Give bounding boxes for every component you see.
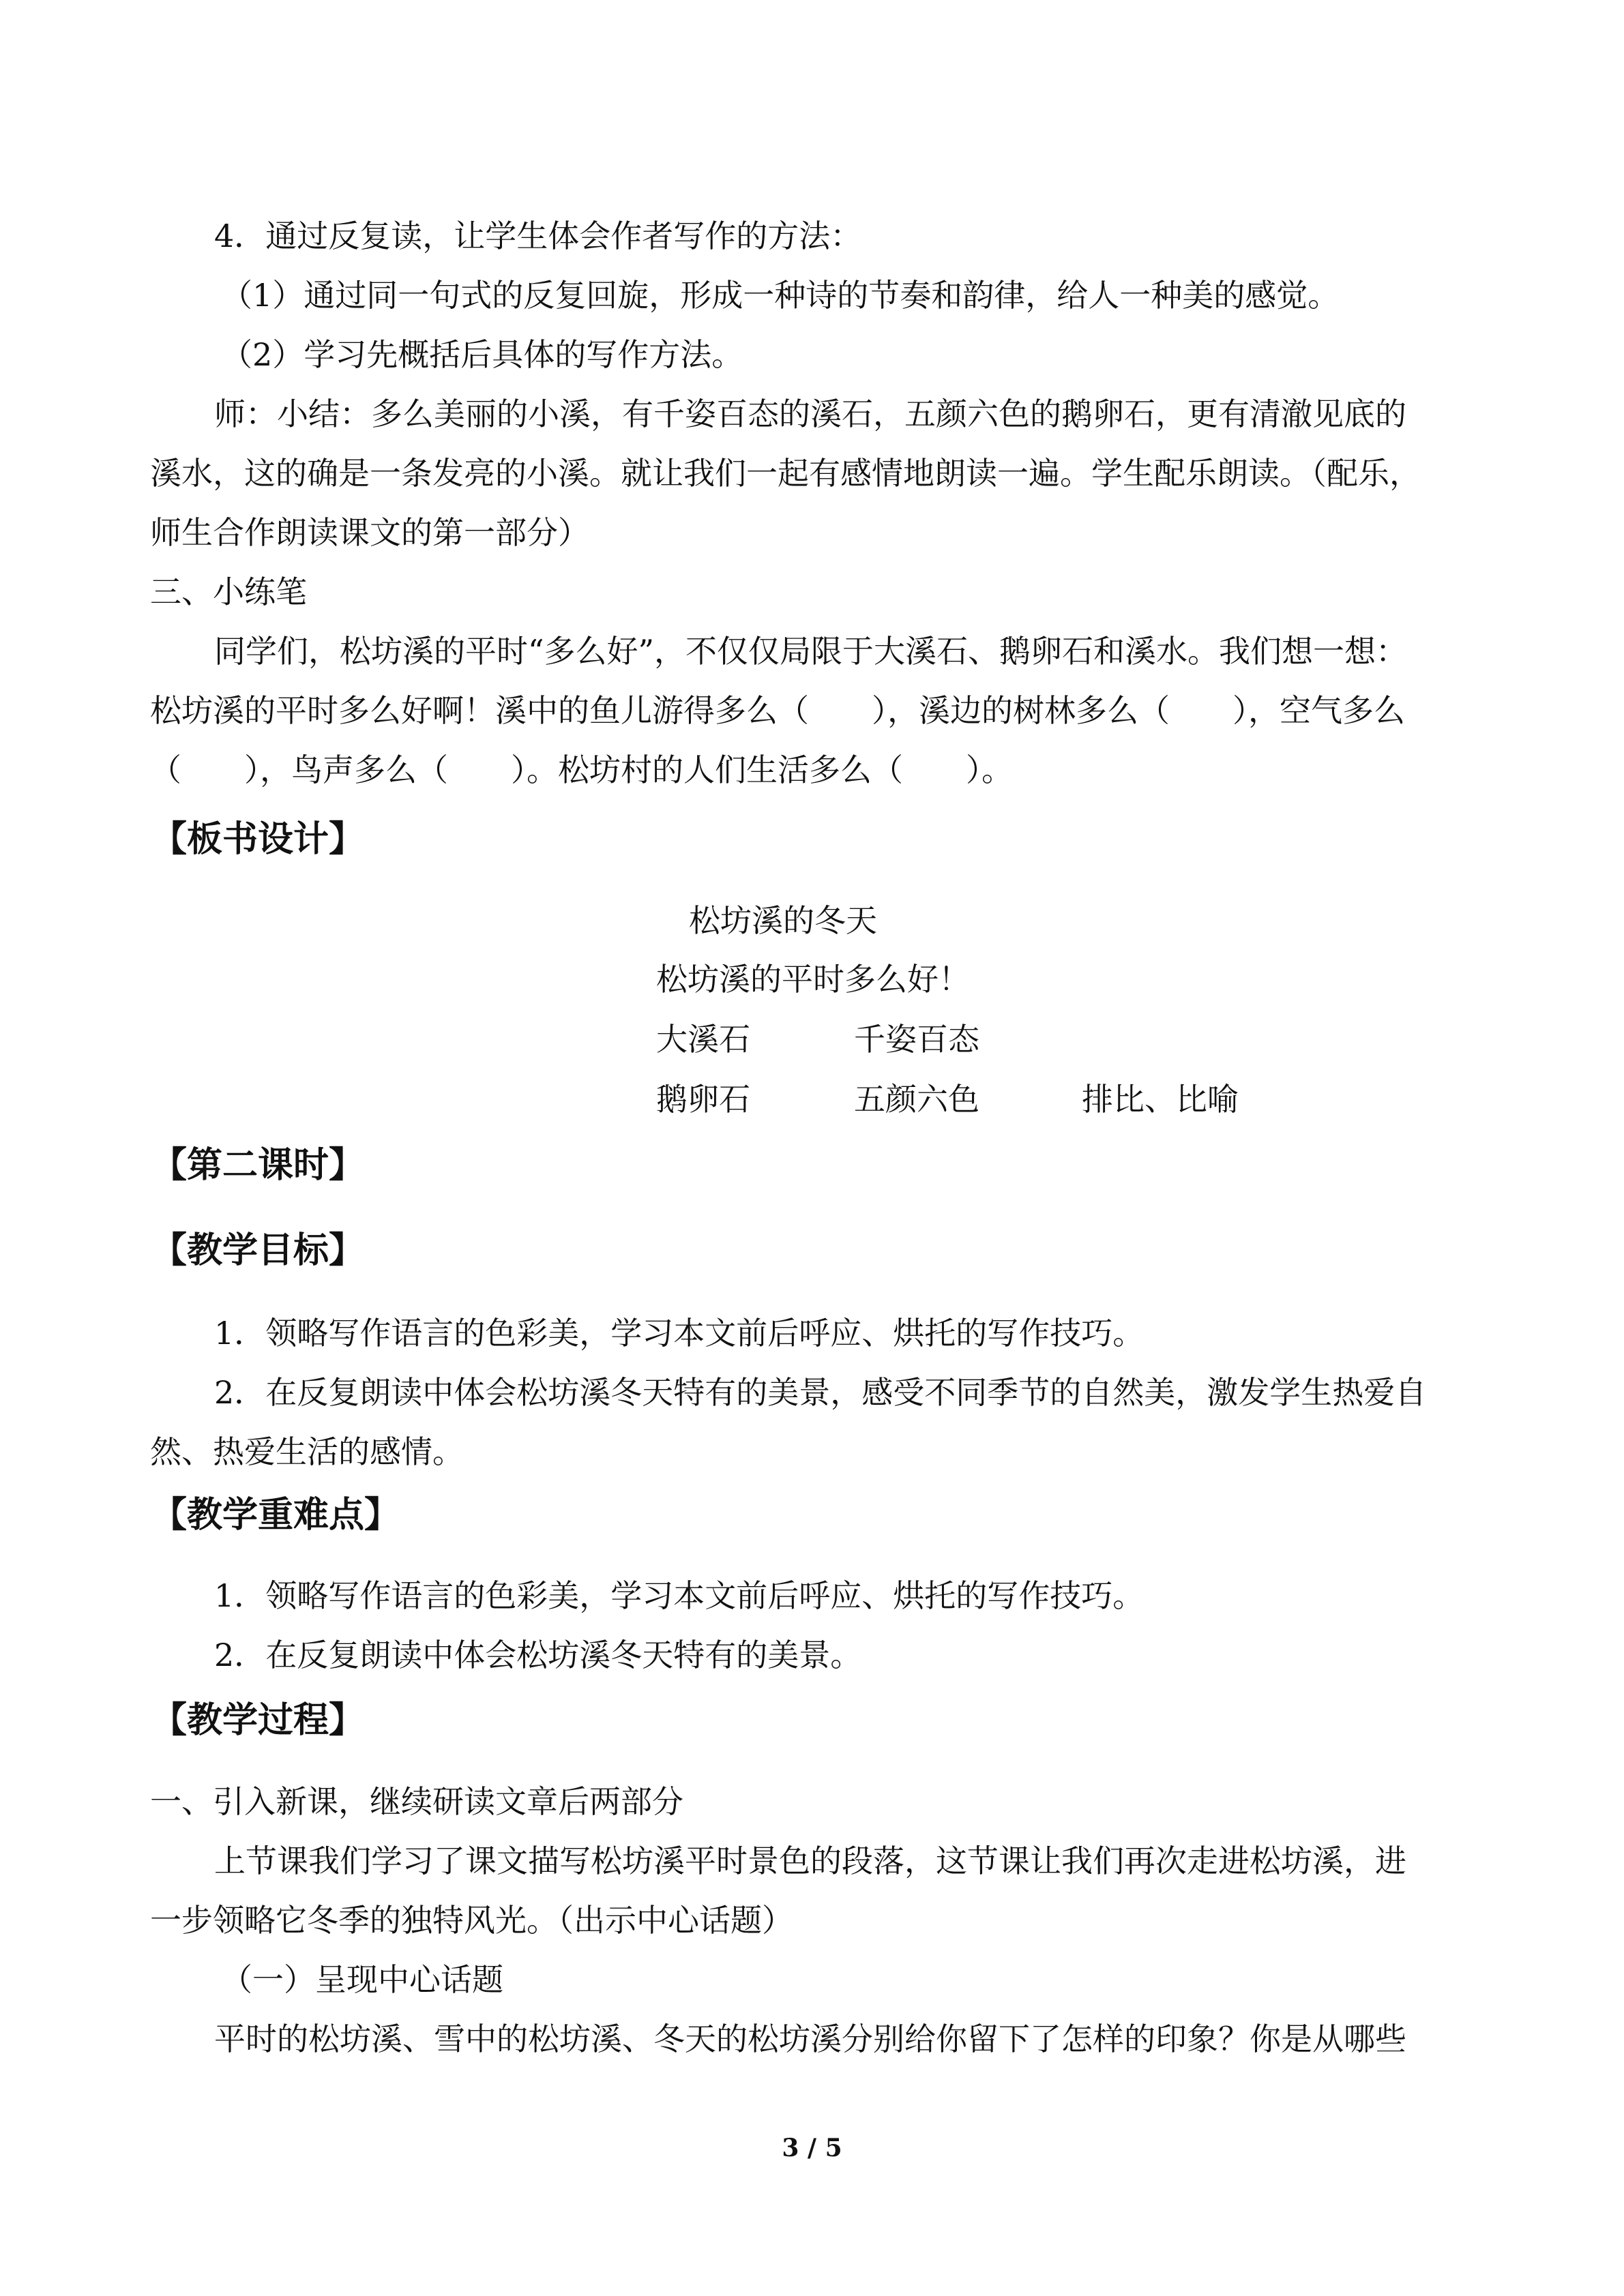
paragraph-line: （ ），鸟声多么（ ）。松坊村的人们生活多么（ ）。 <box>150 751 1013 788</box>
heading-key-points: 【教学重难点】 <box>151 1495 400 1536</box>
paragraph-line: （1）通过同一句式的反复回旋，形成一种诗的节奏和韵律，给人一种美的感觉。 <box>221 277 1340 314</box>
page-number: 3 / 5 <box>782 2134 842 2162</box>
board-line: 松坊溪的平时多么好！ <box>656 961 970 998</box>
board-item: 排比、比喻 <box>1082 1081 1239 1118</box>
paragraph-line: 上节课我们学习了课文描写松坊溪平时景色的段落，这节课让我们再次走进松坊溪，进 <box>214 1843 1406 1879</box>
section-title: 三、小练笔 <box>150 573 307 610</box>
heading-board-design: 【板书设计】 <box>151 819 365 860</box>
board-title: 松坊溪的冬天 <box>689 902 877 939</box>
paragraph-line: 一步领略它冬季的独特风光。（出示中心话题） <box>150 1902 793 1939</box>
paragraph-line: 1．领略写作语言的色彩美，学习本文前后呼应、烘托的写作技巧。 <box>214 1315 1145 1352</box>
heading-teaching-process: 【教学过程】 <box>151 1700 365 1741</box>
subsection-title: （一）呈现中心话题 <box>221 1961 503 1998</box>
paragraph-line: 松坊溪的平时多么好啊！溪中的鱼儿游得多么（ ），溪边的树林多么（ ），空气多么 <box>150 692 1405 729</box>
board-item: 五颜六色 <box>854 1081 979 1118</box>
heading-second-lesson: 【第二课时】 <box>151 1145 365 1186</box>
paragraph-line: 1．领略写作语言的色彩美，学习本文前后呼应、烘托的写作技巧。 <box>214 1577 1145 1614</box>
paragraph-line: 4．通过反复读，让学生体会作者写作的方法： <box>214 218 862 254</box>
paragraph-line: 师生合作朗读课文的第一部分） <box>150 514 589 551</box>
paragraph-line: 同学们，松坊溪的平时“多么好”，不仅仅局限于大溪石、鹅卵石和溪水。我们想一想： <box>214 633 1408 670</box>
paragraph-line: 然、热爱生活的感情。 <box>150 1433 464 1470</box>
paragraph-line: 平时的松坊溪、雪中的松坊溪、冬天的松坊溪分别给你留下了怎样的印象？你是从哪些 <box>214 2021 1406 2057</box>
paragraph-line: 师：小结：多么美丽的小溪，有千姿百态的溪石，五颜六色的鹅卵石，更有清澈见底的 <box>214 396 1406 432</box>
board-item: 鹅卵石 <box>656 1081 750 1118</box>
board-item: 大溪石 <box>656 1021 750 1058</box>
paragraph-line: 2．在反复朗读中体会松坊溪冬天特有的美景，感受不同季节的自然美，激发学生热爱自 <box>214 1374 1427 1411</box>
heading-teaching-goals: 【教学目标】 <box>151 1230 365 1271</box>
board-item: 千姿百态 <box>854 1021 979 1058</box>
section-title: 一、引入新课，继续研读文章后两部分 <box>150 1783 683 1820</box>
paragraph-line: 溪水，这的确是一条发亮的小溪。就让我们一起有感情地朗读一遍。学生配乐朗读。（配乐， <box>150 455 1421 492</box>
paragraph-line: （2）学习先概括后具体的写作方法。 <box>221 336 743 373</box>
paragraph-line: 2．在反复朗读中体会松坊溪冬天特有的美景。 <box>214 1637 862 1673</box>
